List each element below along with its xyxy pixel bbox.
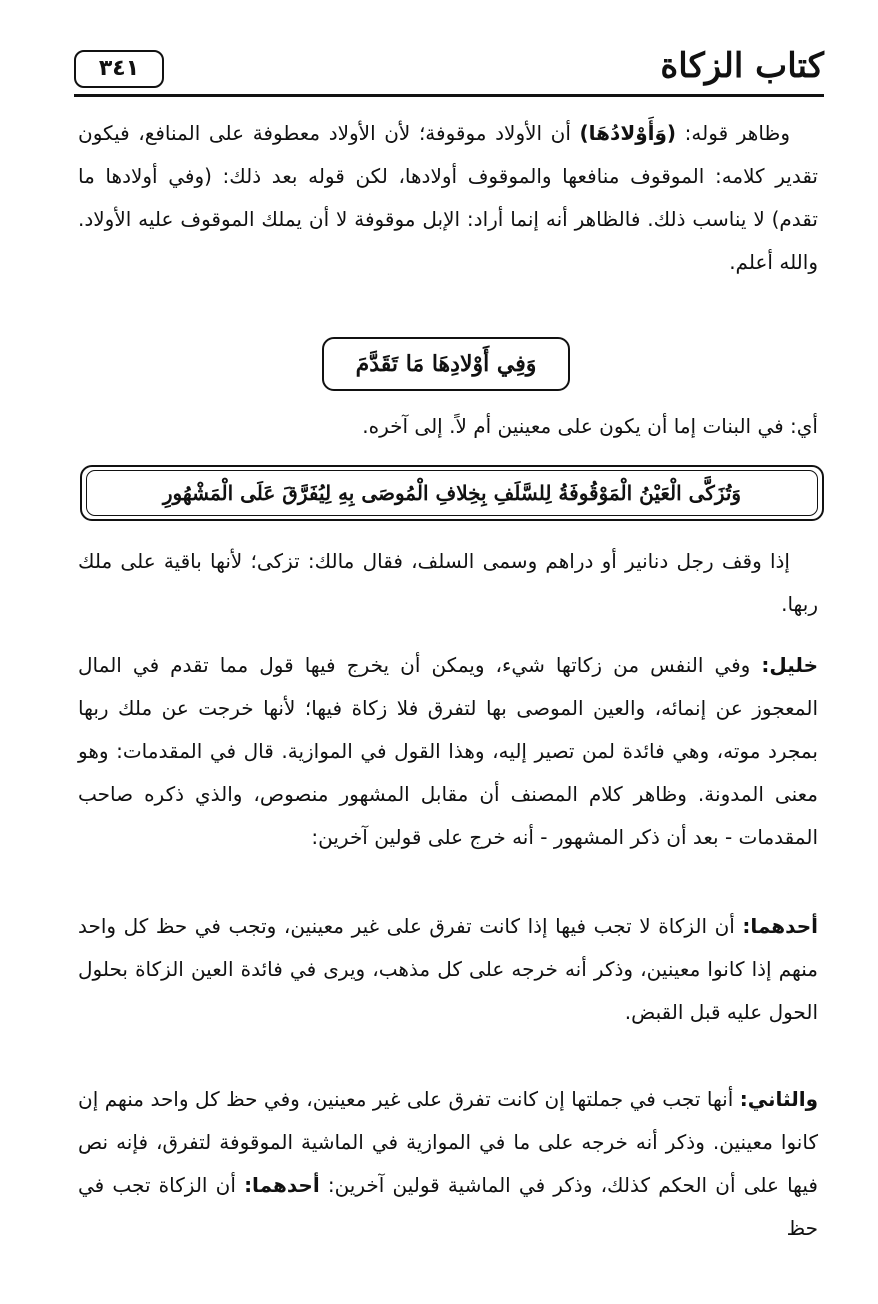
speaker-label: خليل: — [761, 653, 818, 677]
matn-text: وَفِي أَوْلادِهَا مَا تَقَدَّمَ — [355, 351, 537, 377]
paragraph-text: وفي النفس من زكاتها شيء، ويمكن أن يخرج فيها قول مما تقدم في المال المعجوز عن إنمائه، والعين الموصى بها لتفرق فلا زكاة فيها؛ لأنها خرجت عن ملك ربها بمجرد موته، وهي فائدة لمن تصير إليه، وهذا القول في الموازية. قال في المقدمات: وهو معنى المدونة. وظاهر كلام المصنف أن مقابل المشهور منصوص، والذي ذكره صاحب المقدمات - بعد أن ذكر المشهور - أنه خرج على قولين آخرين: — [78, 653, 818, 849]
paragraph-text: أن الزكاة تجب في حظ — [78, 1173, 818, 1240]
matn-box-double — [80, 465, 824, 521]
commentary-paragraph — [78, 905, 818, 1034]
commentary-paragraph — [78, 1078, 818, 1250]
quoted-matn: (وَأَوْلادُهَا) — [579, 121, 677, 145]
paragraph-text: أن الزكاة لا تجب فيها إذا كانت تفرق على غير معينين، وتجب في حظ كل واحد منهم إذا كانوا معينين، وذكر أنه خرجه على كل مذهب، ويرى في فائدة العين الزكاة بحلول الحول عليه قبل القبض. — [78, 914, 818, 1024]
paragraph-text: وظاهر قوله: — [676, 121, 790, 145]
matn-text: وَتُزَكَّى الْعَيْنُ الْمَوْقُوفَةُ لِلسَّلَفِ بِخِلافِ الْمُوصَى بِهِ لِيُفَرَّقَ عَلَى الْمَشْهُورِ — [162, 481, 742, 505]
paragraph-text: إذا وقف رجل دنانير أو دراهم وسمى السلف، فقال مالك: تزكى؛ لأنها باقية على ملك ربها. — [78, 549, 818, 616]
commentary-paragraph — [78, 405, 818, 448]
paragraph-text: أن الأولاد موقوفة؛ لأن الأولاد معطوفة على المنافع، فيكون تقدير كلامه: الموقوف منافعها والموقوف أولادها، لكن قوله بعد ذلك: (وفي أولادها ما تقدم) لا يناسب ذلك. فالظاهر أنه إنما أراد: الإبل موقوفة لا أن يملك الموقوف عليه الأولاد. والله أعلم. — [78, 121, 818, 274]
header-divider — [74, 94, 824, 97]
page-number: ٣٤١ — [74, 50, 164, 88]
speaker-label: أحدهما: — [742, 914, 818, 938]
paragraph-text: أي: في البنات إما أن يكون على معينين أم لاً. إلى آخره. — [362, 414, 818, 438]
speaker-label: أحدهما: — [244, 1173, 320, 1197]
page-header — [74, 44, 824, 98]
speaker-label: والثاني: — [739, 1087, 818, 1111]
book-title: كتاب الزكاة — [660, 46, 824, 86]
commentary-paragraph — [78, 540, 818, 626]
matn-box — [322, 337, 570, 391]
commentary-paragraph — [78, 112, 818, 284]
commentary-paragraph — [78, 644, 818, 859]
paragraph-text: أنها تجب في جملتها إن كانت تفرق على غير معينين، وفي حظ كل واحد منهم إن كانوا معينين. وذكر أنه خرجه على ما في الموازية في الماشية الموقوفة لتفرق، فإنه نص فيها على أن الحكم كذلك، وذكر في الماشية قولين آخرين: — [78, 1087, 818, 1197]
